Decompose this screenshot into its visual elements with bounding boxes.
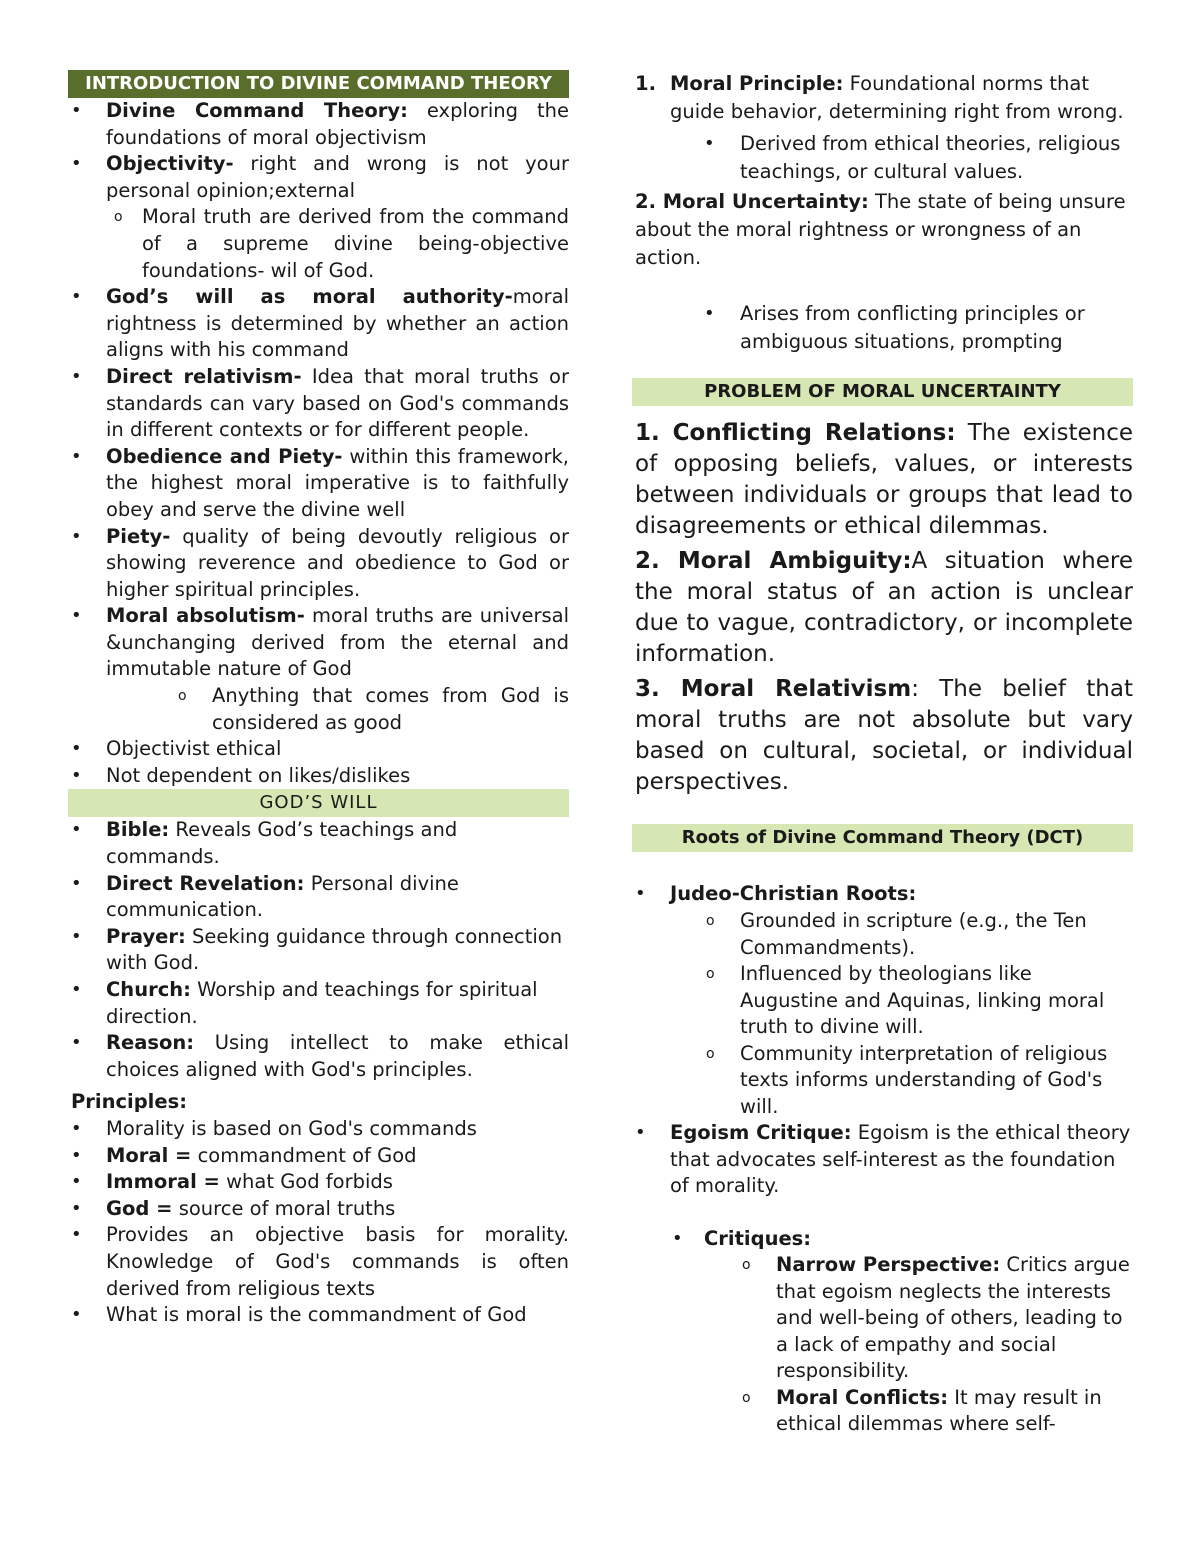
problem-item: [635, 546, 1133, 670]
term: Egoism Critique:: [670, 1121, 852, 1144]
list-item: [68, 977, 569, 1030]
sub-list-item: [632, 1385, 1133, 1438]
list-item: [68, 871, 569, 924]
term: Prayer:: [106, 924, 186, 948]
list-item: [632, 880, 1133, 908]
definition: Personal divine communication.: [106, 871, 459, 922]
sub-list-item: [632, 1252, 1133, 1385]
list-item: [68, 1302, 569, 1329]
section-heading-gods-will: GOD’S WILL: [68, 789, 569, 817]
definition: Morality is based on God's commands: [106, 1116, 477, 1140]
definition: Using intellect to make ethical choices aligned with God's principles.: [106, 1031, 569, 1081]
definition: What is moral is the commandment of God: [106, 1303, 527, 1327]
definition: within this framework, the highest moral imperative is to faithfully obey and serve the divine well: [106, 444, 569, 521]
list-item: [68, 1222, 569, 1302]
term: Judeo-Christian Roots:: [670, 882, 917, 905]
sub-list-item: • Derived from ethical theories, religious teachings, or cultural values.: [632, 130, 1133, 186]
sub-list-item: o Grounded in scripture (e.g., the Ten Commandments).: [632, 908, 1133, 961]
section-heading-intro: INTRODUCTION TO DIVINE COMMAND THEORY: [68, 70, 569, 98]
term: 3. Moral Relativism: [635, 676, 912, 702]
term: 2. Moral Ambiguity:: [635, 548, 912, 574]
list-item: [68, 524, 569, 604]
definition: Critics argue that egoism neglects the interests and well-being of others, leading to a lack of empathy and social responsibility.: [776, 1253, 1130, 1382]
intro-list: [68, 98, 569, 789]
list-item: [68, 924, 569, 977]
term: God’s will as moral authority-: [106, 285, 513, 309]
moral-uncertainty-item: [632, 188, 1133, 272]
list-item: [632, 1226, 1133, 1253]
term: Reason:: [106, 1031, 195, 1055]
definition: quality of being devoutly religious or showing reverence and obedience to God or higher spiritual principles.: [106, 524, 569, 601]
gods-will-list: [68, 817, 569, 1083]
list-item: [68, 603, 569, 683]
sub-list-item: o Community interpretation of religious texts informs understanding of God's will.: [632, 1041, 1133, 1121]
list-item: [68, 444, 569, 524]
list-item: [68, 1143, 569, 1170]
list-item: [68, 364, 569, 444]
definition: The state of being unsure about the moral rightness or wrongness of an action.: [635, 190, 1126, 269]
definition: Seeking guidance through connection with God.: [106, 924, 563, 975]
definition: Anything that comes from God is considered as good: [212, 684, 569, 734]
principles-list: [68, 1116, 569, 1329]
term: Objectivity-: [106, 152, 234, 176]
problem-item: [635, 674, 1133, 798]
left-column: [68, 70, 569, 1329]
roots-section: [632, 880, 1133, 1438]
principles-label: Principles:: [71, 1090, 187, 1114]
definition: moral truths are universal &unchanging derived from the eternal and immutable nature of God: [106, 604, 570, 681]
definition: what God forbids: [219, 1170, 393, 1194]
definition: source of moral truths: [172, 1196, 396, 1220]
list-item: [68, 1030, 569, 1083]
definition: Moral truth are derived from the command of a supreme divine being-objective foundations- wil of God.: [142, 205, 569, 282]
definition: It may result in ethical dilemmas where self-: [776, 1385, 1102, 1435]
list-item: [68, 1169, 569, 1196]
right-column: [632, 70, 1133, 1438]
term: Immoral =: [106, 1170, 220, 1194]
definition: exploring the foundations of moral objectivism: [106, 99, 569, 149]
definition: moral rightness is determined by whether an action aligns with his command: [106, 285, 569, 362]
list-item: [68, 1196, 569, 1223]
term: Moral =: [106, 1143, 192, 1167]
definition: The existence of opposing beliefs, values, or interests between individuals or groups that lead to disagreements or ethical dilemmas.: [635, 420, 1134, 539]
list-item: [68, 817, 569, 870]
definition: Not dependent on likes/dislikes: [106, 763, 411, 787]
list-item: [68, 151, 569, 204]
definition: right and wrong is not your personal opinion;external: [106, 152, 569, 202]
term: 1. Conflicting Relations:: [635, 420, 956, 446]
list-item: [68, 98, 569, 151]
sub-list-item: o Influenced by theologians like Augustine and Aquinas, linking moral truth to divine will.: [632, 961, 1133, 1041]
section-heading-problem: PROBLEM OF MORAL UNCERTAINTY: [632, 378, 1133, 406]
sub-list-item: [68, 204, 569, 284]
term: Direct Revelation:: [106, 871, 305, 895]
term: Obedience and Piety-: [106, 444, 343, 468]
definition: Idea that moral truths or standards can vary based on God's commands in different contexts or for different people.: [106, 364, 569, 442]
list-item: [68, 736, 569, 763]
sub-list-item: [68, 683, 569, 736]
term: Divine Command Theory:: [106, 99, 408, 122]
term: Moral Conflicts:: [776, 1385, 949, 1409]
term: Moral absolutism-: [106, 604, 305, 628]
list-item: [68, 1116, 569, 1143]
sub-list-item: • Arises from conflicting principles or ambiguous situations, prompting: [632, 300, 1133, 356]
definition: Provides an objective basis for morality. Knowledge of God's commands is often derived from religious texts: [106, 1223, 569, 1300]
item-number: 1.: [635, 72, 656, 95]
term: Bible:: [106, 818, 170, 842]
list-item: [68, 284, 569, 364]
term: Church:: [106, 978, 191, 1001]
definition: Foundational norms that guide behavior, determining right from wrong.: [670, 72, 1124, 123]
definition: : The belief that moral truths are not absolute but vary based on cultural, societal, or individual perspectives.: [635, 676, 1133, 795]
definition: Egoism is the ethical theory that advocates self-interest as the foundation of morality.: [670, 1121, 1131, 1197]
definition: A situation where the moral status of an action is unclear due to vague, contradictory, or incomplete information.: [635, 548, 1133, 667]
list-item: [632, 1120, 1133, 1200]
numbered-item-moral-principle: [632, 70, 1133, 126]
term: Direct relativism-: [106, 364, 302, 388]
term: 2. Moral Uncertainty:: [635, 190, 869, 213]
definition: commandment of God: [191, 1143, 417, 1167]
problems-list: [632, 418, 1133, 798]
term: God =: [106, 1196, 173, 1220]
term: Moral Principle:: [670, 72, 844, 95]
term: Narrow Perspective:: [776, 1253, 1001, 1276]
list-item: [68, 763, 569, 790]
definition: Objectivist ethical: [106, 737, 282, 761]
definition: Worship and teachings for spiritual direction.: [106, 978, 538, 1028]
problem-item: [635, 418, 1133, 542]
section-heading-roots: Roots of Divine Command Theory (DCT): [632, 824, 1133, 852]
term: Piety-: [106, 524, 171, 548]
definition: Reveals God’s teachings and commands.: [106, 818, 458, 869]
term: Critiques:: [704, 1226, 812, 1250]
